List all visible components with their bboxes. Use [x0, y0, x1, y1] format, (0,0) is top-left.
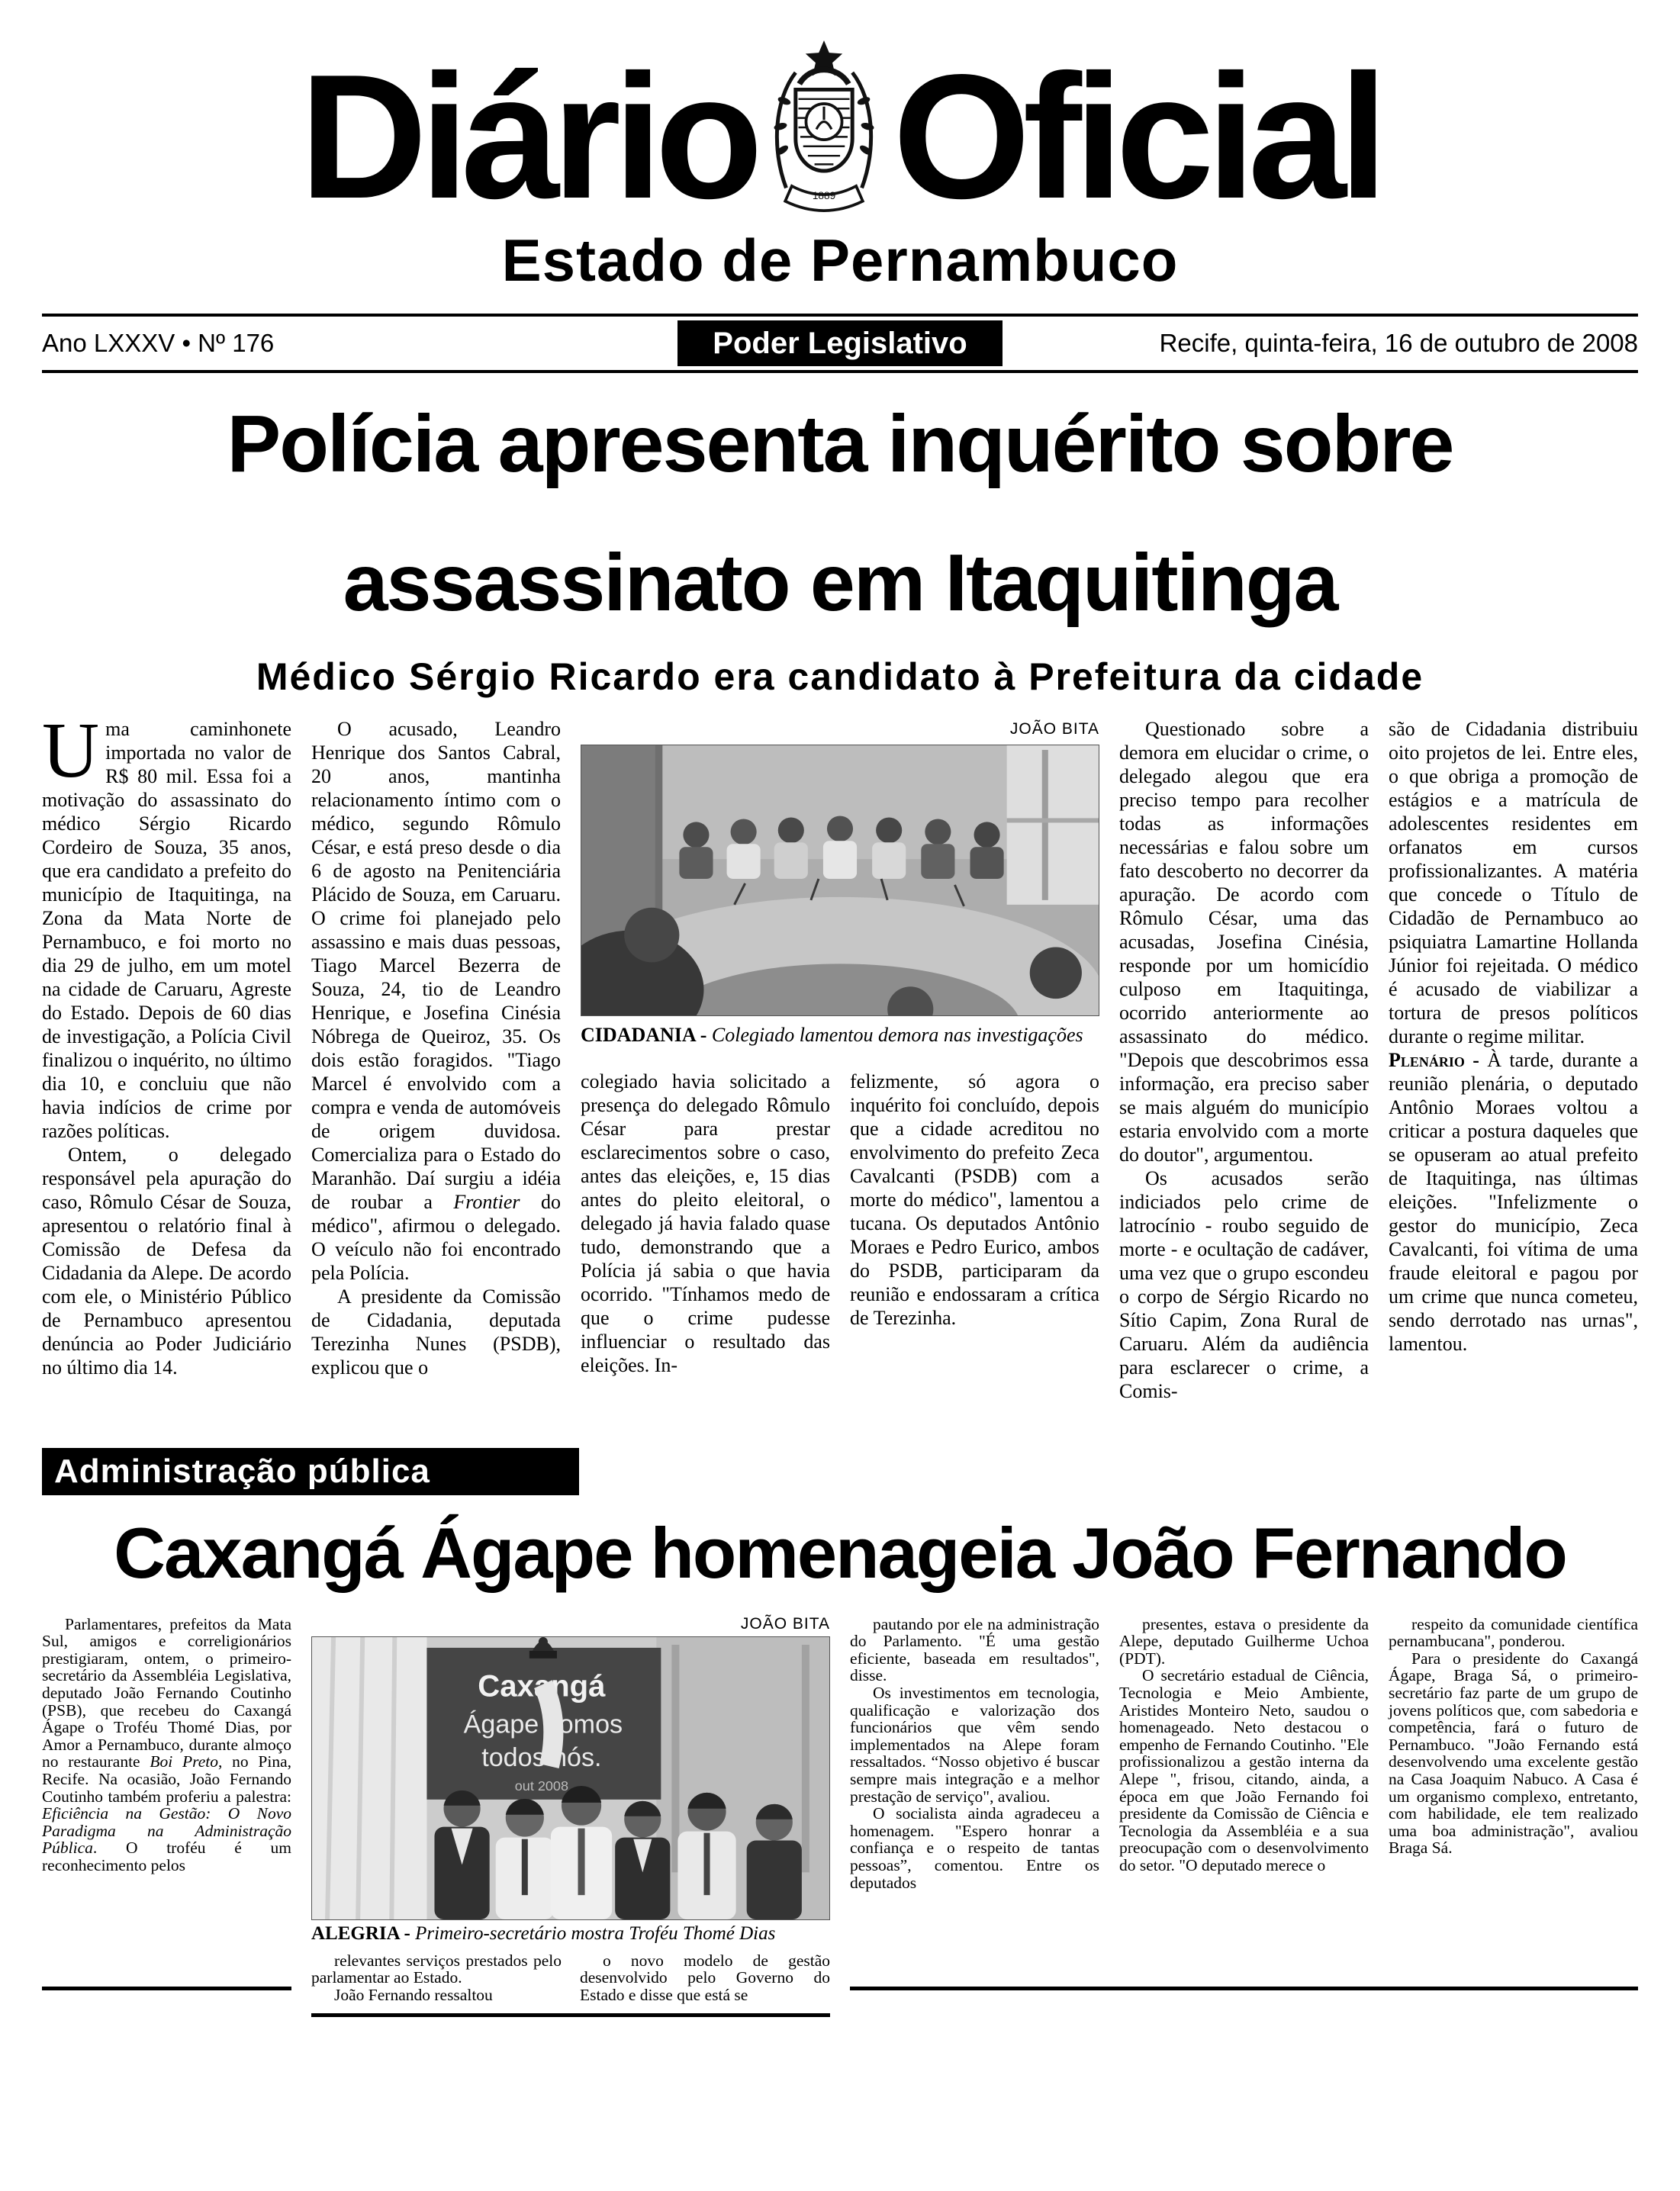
article2-column-4: [850, 1616, 1099, 2089]
lead-headline: [42, 375, 1638, 653]
article1-col6-paragraph2: Plenário - À tarde, durante a reunião plenária, o deputado Antônio Moraes voltou a criticar a postura daqueles que se opuseram ao atual prefeito de Itaquitinga, nas últimas eleições. "Infelizmente o gestor do município, Zeca Cavalcanti, foi vítima de uma fraude eleitoral e pagou por um crime que nunca cometeu, sendo derrotado nas urnas", lamentou.: [1389, 1048, 1638, 1355]
committee-meeting-photo: [581, 745, 1099, 1016]
masthead-title-left: Diário: [299, 38, 756, 236]
photo1-credit: JOÃO BITA: [1009, 719, 1099, 738]
article-1: [42, 706, 1638, 1442]
article2-col5-paragraph2: O secretário estadual de Ciência, Tecnologia e Meio Ambiente, Aristides Monteiro Neto, saudou o homenageado. Neto destacou o empenho de Fernando Coutinho. "Ele profissionalizou a gestão interna da Alepe ", frisou, citando, ainda, a época em que João Fernando foi presidente da Comissão de Ciência e Tecnologia da Assembléia e a sua preocupação com o desenvolvimento do setor. "O deputado merece o: [1119, 1666, 1369, 1874]
edition-bar: [42, 314, 1638, 373]
article1-col5-paragraph1: Questionado sobre a demora em elucidar o crime, o delegado alegou que era preciso tempo para recolher todas as informações necessárias e falou sobre um fato descoberto no decorrer da apuração. De acordo com Rômulo César, uma das acusadas, Josefina Cinésia, responde por um homicídio culposo em Itaquitinga, ocorrido anteriormente ao assassinato do médico. "Depois que descobrimos essa informação, era preciso saber se mais alguém do município estaria envolvido com a morte do doutor", argumentou.: [1119, 717, 1369, 1166]
article1-column-1: [42, 706, 291, 1442]
trophy-celebration-photo: [311, 1636, 830, 1920]
plenario-label: Plenário -: [1389, 1048, 1488, 1071]
restaurant-name: Boi Preto: [150, 1752, 218, 1771]
article2-col6-paragraph1: respeito da comunidade científica pernambucana", ponderou.: [1389, 1614, 1638, 1651]
article1-column-4: felizmente, só agora o inquérito foi concluído, depois que a cidade acreditou no envolvimento do prefeito Zeca Cavalcanti (PSDB) com a morte do médico", lamentou a tucana. Os deputados Antônio Moraes e Pedro Eurico, ambos do PSDB, participaram da reunião e endossaram a crítica de Terezinha.: [850, 1070, 1099, 1329]
article2-column-5: [1119, 1616, 1369, 2089]
lead-subheadline: Médico Sérgio Ricardo era candidato à Prefeitura da cidade: [256, 655, 1424, 698]
edition-number: Ano LXXXV • Nº 176: [42, 329, 275, 357]
bottom-rule-left: [42, 1987, 291, 1990]
masthead: [42, 0, 1638, 295]
emblem-year: 1889: [813, 190, 836, 202]
second-headline: Caxangá Ágape homenageia João Fernando: [114, 1512, 1566, 1593]
article2-column-6: [1389, 1616, 1638, 2089]
bottom-rule-right: [850, 1987, 1638, 1990]
photo2-caption-text: Primeiro-secretário mostra Troféu Thomé Dias: [415, 1926, 776, 1943]
article2-under-photo-columns: [311, 1952, 830, 2013]
article1-column-2: [311, 717, 561, 1442]
article2-col1-paragraph: Parlamentares, prefeitos da Mata Sul, amigos e correligionários prestigiaram, ontem, o primeiro-secretário da Assembléia Legislativa, deputado João Fernando Coutinho (PSB), que recebeu do Caxangá Ágape o Troféu Thomé Dias, por Amor a Pernambuco, durante almoço no restaurante Boi Preto, no Pina, Recife. Na ocasião, João Fernando Coutinho também proferiu a palestra: Eficiência na Gestão: O Novo Paradigma na Administração Pública. O troféu é um reconhecimento pelos: [42, 1614, 291, 1874]
article1-col2-paragraph1: O acusado, Leandro Henrique dos Santos Cabral, 20 anos, mantinha relacionamento íntimo com o médico, segundo Rômulo César, e está preso desde o dia 6 de agosto na Penitenciária Plácido de Souza, em Caruaru. O crime foi planejado pelo assassino e mais duas pessoas, Tiago Marcel Bezerra de Souza, 24, tio de Leandro Henrique, e Josefina Cinésia Nóbrega de Queiroz, 35. Os dois estão foragidos. "Tiago Marcel é envolvido com a compra e venda de automóveis de origem duvidosa. Comercializa para o Estado do Maranhão. Daí surgiu a idéia de roubar a Frontier do médico", afirmou o delegado. O veículo não foi encontrado pela Polícia.: [311, 717, 562, 1284]
article2-col4-paragraph3: O socialista ainda agradeceu a homenagem. "Espero honrar a confiança e o respeito de tantas pessoas”, comentou. Entre os deputados: [850, 1804, 1099, 1892]
article1-column-5: [1119, 717, 1369, 1442]
masthead-title-row: [42, 37, 1638, 236]
dateline: Recife, quinta-feira, 16 de outubro de 2008: [1159, 329, 1639, 357]
article2-col4-paragraph2: Os investimentos em tecnologia, qualificação e valorização dos funcionários que vêm sendo implementados na Alepe foram ressaltados. “Nosso objetivo é buscar sempre mais integração e a melhor prestação de serviço", avaliou.: [850, 1684, 1099, 1806]
banner-line-2: Ágape somos: [463, 1710, 623, 1739]
article1-col1-paragraph2: Ontem, o delegado responsável pela apuração do caso, Rômulo César de Souza, apresentou o relatório final à Comissão de Defesa da Cidadania da Alepe. De acordo com ele, o Ministério Público de Pernambuco apresentou denúncia ao Poder Judiciário no último dia 14.: [42, 1143, 291, 1379]
lead-headline-line1: Polícia apresenta inquérito sobre: [227, 399, 1453, 489]
article1-under-photo-columns: [581, 1070, 1099, 1377]
banner-line-3: todos nós.: [481, 1743, 602, 1773]
banner-line-1: Caxangá: [478, 1669, 606, 1704]
article1-col2-paragraph2: A presidente da Comissão de Cidadania, deputada Terezinha Nunes (PSDB), explicou que o: [311, 1285, 561, 1379]
article1-photo-block: [581, 717, 1099, 1442]
article1-col1-paragraph1: Uma caminhonete importada no valor de R$ 80 mil. Essa foi a motivação do assassinato do médico Sérgio Ricardo Cordeiro de Souza, 35 anos, que era candidato a prefeito do município de Itaquitinga, na Zona da Mata Norte de Pernambuco, e foi morto no dia 29 de julho, em um motel na cidade de Caruaru, Agreste do Estado. Depois de 60 dias de investigação, a Polícia Civil finalizou o inquérito, no último dia 10, e concluiu que não havia indícios de crime por razões políticas.: [42, 706, 291, 1142]
photo1-caption-label: CIDADANIA -: [581, 1023, 712, 1046]
banner-line-4: out 2008: [514, 1778, 569, 1794]
article2-col5-paragraph1: presentes, estava o presidente da Alepe, deputado Guilherme Uchoa (PDT).: [1119, 1614, 1369, 1668]
article-2: [42, 1616, 1638, 2089]
photo2-caption: [311, 1926, 830, 1943]
article2-column-1: [42, 1616, 291, 2089]
photo2-caption-label: ALEGRIA -: [311, 1926, 416, 1943]
lecture-title: Eficiência na Gestão: O Novo Paradigma na Administração Pública: [42, 1804, 291, 1858]
photo2-credit: JOÃO BITA: [740, 1614, 830, 1633]
masthead-title-right: Oficial: [893, 38, 1381, 236]
power-section-badge: Poder Legislativo: [677, 320, 1002, 366]
lead-headline-line2: assassinato em Itaquitinga: [343, 538, 1337, 629]
article1-col5-paragraph2: Os acusados serão indiciados pelo crime de latrocínio - roubo seguido de morte - e ocultação de cadáver, uma vez que o grupo escondeu o corpo de Sérgio Ricardo no Sítio Capim, Zona Rural de Caruaru. Além da audiência para esclarecer o crime, a Comis-: [1119, 1166, 1369, 1402]
article2-col4-paragraph1: pautando por ele na administração do Parlamento. "É uma gestão eficiente, baseada em resultados", disse.: [850, 1614, 1099, 1685]
pernambuco-coat-of-arms-icon: [766, 37, 882, 218]
vehicle-name: Frontier: [453, 1190, 520, 1213]
article2-column-2: relevantes serviços prestados pelo parlamentar ao Estado. João Fernando ressaltou: [311, 1951, 562, 2004]
article2-column-3: o novo modelo de gestão desenvolvido pelo Governo do Estado e disse que está se: [580, 1951, 830, 2004]
article1-col6-paragraph1: são de Cidadania distribuiu oito projetos de lei. Entre eles, o que obriga a promoção de estágios e a matrícula de adolescentes residentes em orfanatos em cursos profissionalizantes. A matéria que concede o Título de Cidadão de Pernambuco ao psiquiatra Lamartine Hollanda Júnior foi rejeitada. O médico é acusado de viabilizar a tortura de presos políticos durante o regime militar.: [1389, 717, 1638, 1047]
article1-column-6: [1389, 717, 1638, 1442]
masthead-subtitle: Estado de Pernambuco: [501, 227, 1179, 294]
section-label: Administração pública: [42, 1448, 579, 1495]
drop-cap: U: [42, 706, 100, 794]
article2-col6-paragraph2: Para o presidente do Caxangá Ágape, Braga Sá, o primeiro-secretário faz parte de um grupo de jovens políticos que, com sabedoria e competência, fará o futuro de Pernambuco. "João Fernando está desenvolvendo uma excelente gestão na Casa Joaquim Nabuco. A Casa é um organismo complexo, entretanto, com habilidade, ele tem realizado uma boa administração", avaliou Braga Sá.: [1389, 1649, 1638, 1858]
photo1-caption: [581, 1023, 1099, 1047]
article1-column-3: colegiado havia solicitado a presença do delegado Rômulo César para prestar esclarecimentos sobre o caso, antes das eleições, e, 15 dias antes do pleito eleitoral, o delegado já havia falado quase tudo, demonstrando que a Polícia já sabia o que havia ocorrido. "Tínhamos medo de que o crime pudesse influenciar o resultado das eleições. In-: [581, 1070, 830, 1376]
photo1-caption-text: Colegiado lamentou demora nas investigações: [711, 1023, 1083, 1046]
article2-photo-block: [311, 1616, 830, 2089]
